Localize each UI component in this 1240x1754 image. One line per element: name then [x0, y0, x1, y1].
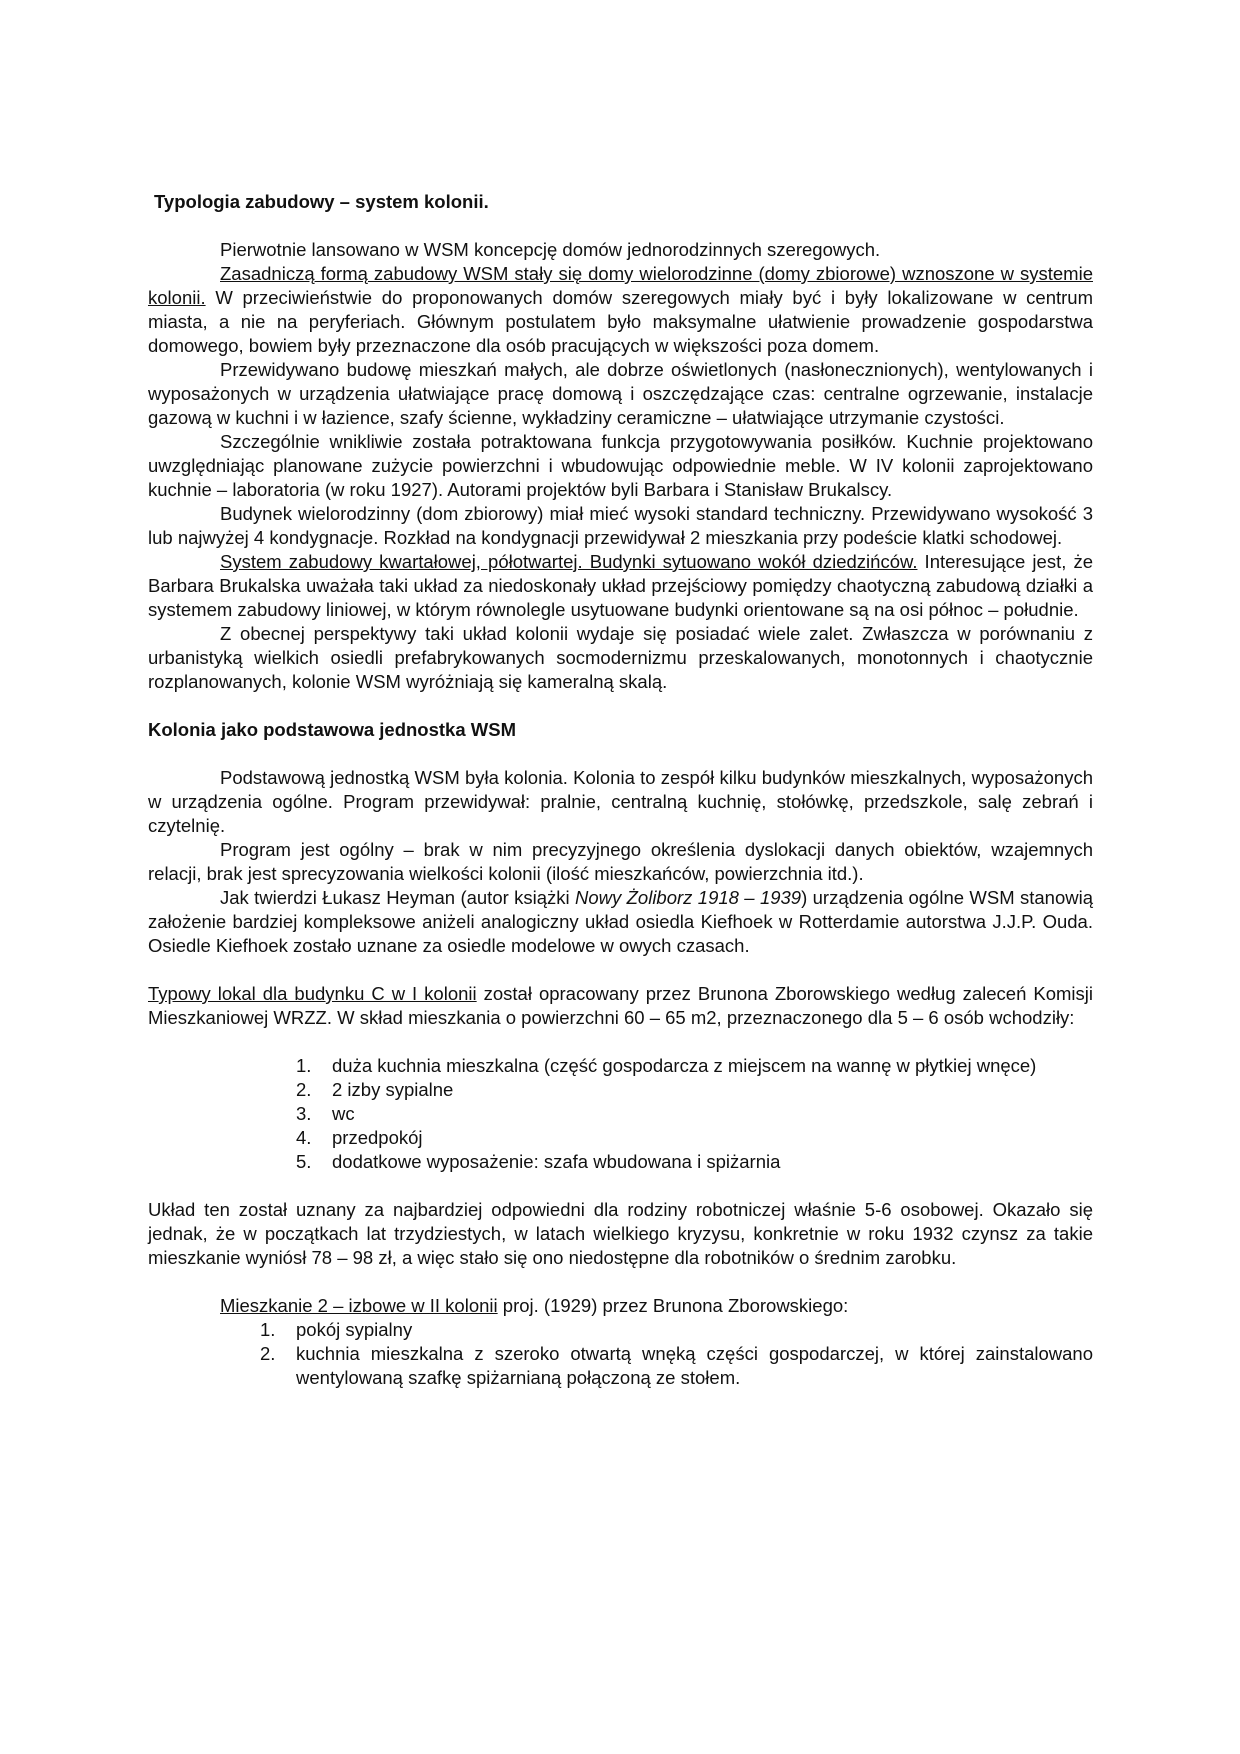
- paragraph-text: Z obecnej perspektywy taki układ kolonii wydaje się posiadać wiele zalet. Zwłaszcza w porównaniu z urbanistyką wielkich osiedli prefabrykowanych socmodernizmu przeskalowanych, monotonnych i chaotycznie rozplanowanych, kolonie WSM wyróżniają się kameralną skalą.: [148, 623, 1093, 692]
- paragraph-text: Szczególnie wnikliwie została potraktowana funkcja przygotowywania posiłków. Kuchnie projektowano uwzględniając planowane zużycie powierzchni i wbudowując odpowiednie meble. W IV kolonii zaprojektowano kuchnie – laboratoria (w roku 1927). Autorami projektów byli Barbara i Stanisław Brukalscy.: [148, 431, 1093, 500]
- paragraph: [148, 238, 1093, 262]
- list-item-text: przedpokój: [332, 1127, 423, 1148]
- list-number: 2.: [260, 1343, 276, 1364]
- list-item: [296, 1126, 1093, 1150]
- list-number: 3.: [296, 1103, 312, 1124]
- list-item: [296, 1054, 1093, 1078]
- list-item-text: dodatkowe wyposażenie: szafa wbudowana i spiżarnia: [332, 1151, 781, 1172]
- list-item: [296, 1102, 1093, 1126]
- paragraph: [148, 550, 1093, 622]
- paragraph: [148, 886, 1093, 958]
- paragraph: [148, 622, 1093, 694]
- list-number: 1.: [296, 1055, 312, 1076]
- paragraph: [148, 838, 1093, 886]
- paragraph: [148, 766, 1093, 838]
- section-heading: Kolonia jako podstawowa jednostka WSM: [148, 719, 516, 740]
- book-title: Nowy Żoliborz 1918 – 1939: [575, 887, 802, 908]
- paragraph: [148, 1294, 1093, 1318]
- list-number: 2.: [296, 1079, 312, 1100]
- underlined-text: Typowy lokal dla budynku C w I kolonii: [148, 983, 477, 1004]
- paragraph: [148, 982, 1093, 1030]
- paragraph: [148, 502, 1093, 550]
- paragraph: [148, 1198, 1093, 1270]
- list-item: [260, 1318, 1093, 1342]
- two-room-apartment-list: [148, 1318, 1093, 1390]
- list-item: [296, 1150, 1093, 1174]
- document-page: [148, 190, 1093, 1390]
- list-item: [296, 1078, 1093, 1102]
- paragraph-text: Budynek wielorodzinny (dom zbiorowy) miał mieć wysoki standard techniczny. Przewidywano wysokość 3 lub najwyżej 4 kondygnacje. Rozkład na kondygnacji przewidywał 2 mieszkania przy podeście klatki schodowej.: [148, 503, 1093, 548]
- document-title: Typologia zabudowy – system kolonii.: [154, 191, 489, 212]
- paragraph-text: Jak twierdzi Łukasz Heyman (autor książki: [220, 887, 575, 908]
- paragraph-text: został opracowany przez Brunona Zborowskiego według zaleceń Komisji Mieszkaniowej WRZZ. W skład mieszkania o powierzchni 60 – 65 m2, przeznaczonego dla 5 – 6 osób wchodziły:: [148, 983, 1093, 1028]
- paragraph-text: Podstawową jednostką WSM była kolonia. Kolonia to zespół kilku budynków mieszkalnych, wyposażonych w urządzenia ogólne. Program przewidywał: pralnie, centralną kuchnię, stołówkę, przedszkole, salę zebrań i czytelnię.: [148, 767, 1093, 836]
- paragraph-text: Interesujące jest, że Barbara Brukalska uważała taki układ za niedoskonały układ przejściowy pomiędzy chaotyczną zabudową działki a systemem zabudowy liniowej, w którym równolegle usytuowane budynki orientowane są na osi północ – południe.: [148, 551, 1093, 620]
- paragraph: [148, 430, 1093, 502]
- underlined-text: Mieszkanie 2 – izbowe w II kolonii: [220, 1295, 498, 1316]
- list-item-text: 2 izby sypialne: [332, 1079, 454, 1100]
- paragraph-text: Program jest ogólny – brak w nim precyzyjnego określenia dyslokacji danych obiektów, wzajemnych relacji, brak jest sprecyzowania wielkości kolonii (ilość mieszkańców, powierzchnia itd.).: [148, 839, 1093, 884]
- list-item-text: pokój sypialny: [296, 1319, 413, 1340]
- paragraph: [148, 262, 1093, 358]
- apartment-rooms-list: [148, 1054, 1093, 1174]
- list-number: 1.: [260, 1319, 276, 1340]
- paragraph: [148, 358, 1093, 430]
- list-item-text: duża kuchnia mieszkalna (część gospodarcza z miejscem na wannę w płytkiej wnęce): [332, 1055, 1037, 1076]
- list-item: [260, 1342, 1093, 1390]
- paragraph-text: Układ ten został uznany za najbardziej odpowiedni dla rodziny robotniczej właśnie 5-6 osobowej. Okazało się jednak, że w początkach lat trzydziestych, w latach wielkiego kryzysu, konkretnie w roku 1932 czynsz za takie mieszkanie wyniósł 78 – 98 zł, a więc stało się ono niedostępne dla robotników o średnim zarobku.: [148, 1199, 1093, 1268]
- underlined-text: Zasadniczą formą zabudowy WSM stały się domy wielorodzinne (domy zbiorowe) wznoszone w systemie kolonii.: [148, 263, 1093, 308]
- paragraph-text: Pierwotnie lansowano w WSM koncepcję domów jednorodzinnych szeregowych.: [220, 239, 881, 260]
- list-item-text: wc: [332, 1103, 355, 1124]
- underlined-text: System zabudowy kwartałowej, półotwartej. Budynki sytuowano wokół dziedzińców.: [220, 551, 918, 572]
- list-number: 5.: [296, 1151, 312, 1172]
- paragraph-text: ) urządzenia ogólne WSM stanowią założenie bardziej kompleksowe aniżeli analogiczny układ osiedla Kiefhoek w Rotterdamie autorstwa J.J.P. Ouda. Osiedle Kiefhoek zostało uznane za osiedle modelowe w owych czasach.: [148, 887, 1093, 956]
- list-number: 4.: [296, 1127, 312, 1148]
- paragraph-text: proj. (1929) przez Brunona Zborowskiego:: [497, 1295, 849, 1316]
- paragraph-text: W przeciwieństwie do proponowanych domów szeregowych miały być i były lokalizowane w centrum miasta, a nie na peryferiach. Głównym postulatem było maksymalne ułatwienie prowadzenie gospodarstwa domowego, bowiem były przeznaczone dla osób pracujących w większości poza domem.: [148, 287, 1093, 356]
- paragraph-text: Przewidywano budowę mieszkań małych, ale dobrze oświetlonych (nasłonecznionych), wentylowanych i wyposażonych w urządzenia ułatwiające pracę domową i oszczędzające czas: centralne ogrzewanie, instalacje gazową w kuchni i w łazience, szafy ścienne, wykładziny ceramiczne – ułatwiające utrzymanie czystości.: [148, 359, 1093, 428]
- list-item-text: kuchnia mieszkalna z szeroko otwartą wnęką części gospodarczej, w której zainstalowano wentylowaną szafkę spiżarnianą połączoną ze stołem.: [296, 1343, 1093, 1388]
